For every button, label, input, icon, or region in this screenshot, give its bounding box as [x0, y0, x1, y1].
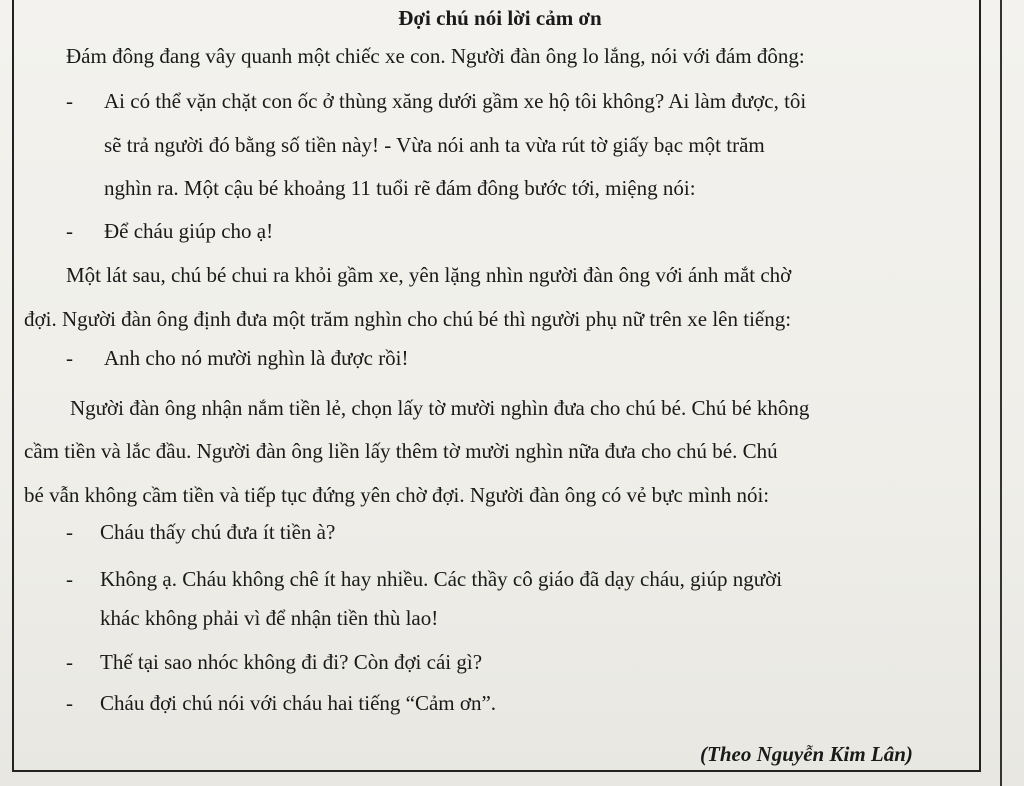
dialogue-dash: -	[66, 567, 73, 591]
paragraph-line: Để cháu giúp cho ạ!	[104, 219, 274, 243]
paragraph-line: khác không phải vì để nhận tiền thù lao!	[100, 606, 439, 630]
dialogue-dash: -	[66, 650, 73, 674]
story-title: Đợi chú nói lời cảm ơn	[398, 6, 602, 30]
paragraph-line: Thế tại sao nhóc không đi đi? Còn đợi cái gì?	[100, 650, 483, 674]
paragraph-line: Cháu đợi chú nói với cháu hai tiếng “Cảm ơn”.	[100, 691, 497, 715]
dialogue-dash: -	[66, 89, 73, 113]
dialogue-dash: -	[66, 520, 73, 544]
paragraph-line: cầm tiền và lắc đầu. Người đàn ông liền lấy thêm tờ mười nghìn nữa đưa cho chú bé. Chú	[24, 439, 778, 463]
paragraph-line: Không ạ. Cháu không chê ít hay nhiều. Các thầy cô giáo đã dạy cháu, giúp người	[100, 567, 783, 591]
page-edge	[1000, 0, 1002, 786]
paragraph-line: Anh cho nó mười nghìn là được rồi!	[104, 346, 409, 370]
dialogue-dash: -	[66, 691, 73, 715]
paragraph-line: bé vẫn không cầm tiền và tiếp tục đứng yên chờ đợi. Người đàn ông có vẻ bực mình nói:	[24, 483, 770, 507]
paragraph-line: Cháu thấy chú đưa ít tiền à?	[100, 520, 336, 544]
paragraph-line: Người đàn ông nhận nắm tiền lẻ, chọn lấy tờ mười nghìn đưa cho chú bé. Chú bé không	[70, 396, 810, 420]
paragraph-line: Ai có thể vặn chặt con ốc ở thùng xăng dưới gầm xe hộ tôi không? Ai làm được, tôi	[104, 89, 807, 113]
source-attribution: (Theo Nguyễn Kim Lân)	[700, 742, 913, 766]
paragraph-line: sẽ trả người đó bằng số tiền này! - Vừa nói anh ta vừa rút tờ giấy bạc một trăm	[104, 133, 765, 157]
paragraph-line: nghìn ra. Một cậu bé khoảng 11 tuổi rẽ đám đông bước tới, miệng nói:	[104, 176, 696, 200]
paragraph-line: đợi. Người đàn ông định đưa một trăm nghìn cho chú bé thì người phụ nữ trên xe lên tiếng:	[24, 307, 792, 331]
paragraph-line: Một lát sau, chú bé chui ra khỏi gầm xe, yên lặng nhìn người đàn ông với ánh mắt chờ	[66, 263, 792, 287]
paragraph-line: Đám đông đang vây quanh một chiếc xe con. Người đàn ông lo lắng, nói với đám đông:	[66, 44, 805, 68]
dialogue-dash: -	[66, 346, 73, 370]
dialogue-dash: -	[66, 219, 73, 243]
